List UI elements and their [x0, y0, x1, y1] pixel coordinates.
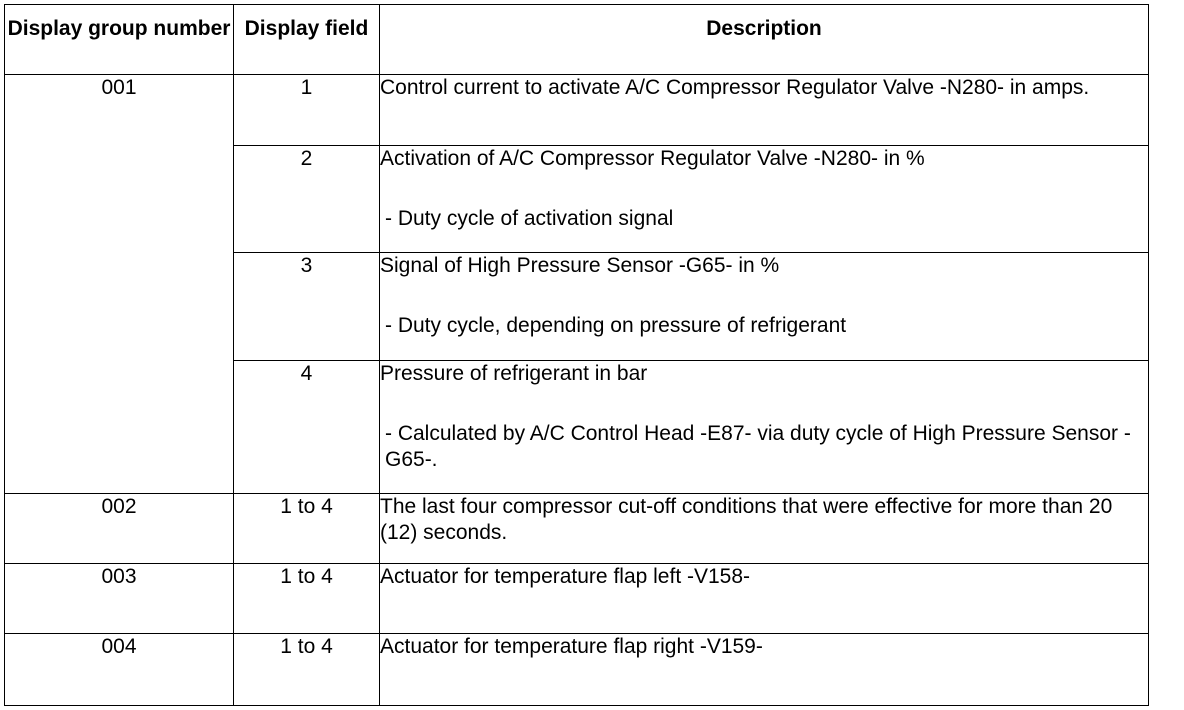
- description-cell: [380, 75, 1149, 146]
- description-cell: [380, 634, 1149, 706]
- field-cell: 4: [234, 361, 380, 494]
- field-cell: 1 to 4: [234, 634, 380, 706]
- table-row: [5, 634, 1149, 706]
- field-cell: 1: [234, 75, 380, 146]
- description-note: - Duty cycle, depending on pressure of refrigerant: [385, 314, 847, 337]
- description-text: Pressure of refrigerant in bar: [380, 362, 648, 385]
- description-cell: [380, 146, 1149, 253]
- group-number-cell: 001: [5, 75, 234, 494]
- description-cell: [380, 253, 1149, 361]
- description-cell: [380, 361, 1149, 494]
- field-cell: 1 to 4: [234, 564, 380, 634]
- display-group-table: [4, 4, 1149, 706]
- field-cell: 3: [234, 253, 380, 361]
- field-cell: 1 to 4: [234, 494, 380, 564]
- header-row: [5, 5, 1149, 75]
- description-note: - Calculated by A/C Control Head -E87- via duty cycle of High Pressure Sensor -G65-.: [385, 422, 1131, 471]
- description-text: Control current to activate A/C Compressor Regulator Valve -N280- in amps.: [380, 76, 1090, 99]
- description-text: Actuator for temperature flap left -V158-: [380, 565, 751, 588]
- header-display-group-number: Display group number: [5, 5, 234, 75]
- header-display-field: Display field: [234, 5, 380, 75]
- table-row: [5, 75, 1149, 146]
- header-description: Description: [380, 5, 1149, 75]
- group-number-cell: 003: [5, 564, 234, 634]
- table-row: [5, 564, 1149, 634]
- description-text: The last four compressor cut-off conditions that were effective for more than 20 (12) seconds.: [380, 495, 1113, 544]
- group-number-cell: 002: [5, 494, 234, 564]
- description-cell: [380, 494, 1149, 564]
- description-text: Activation of A/C Compressor Regulator Valve -N280- in %: [380, 147, 925, 170]
- field-cell: 2: [234, 146, 380, 253]
- table-row: [5, 494, 1149, 564]
- description-note: - Duty cycle of activation signal: [385, 207, 674, 230]
- description-text: Actuator for temperature flap right -V159-: [380, 635, 763, 658]
- description-text: Signal of High Pressure Sensor -G65- in %: [380, 254, 780, 277]
- description-cell: [380, 564, 1149, 634]
- group-number-cell: 004: [5, 634, 234, 706]
